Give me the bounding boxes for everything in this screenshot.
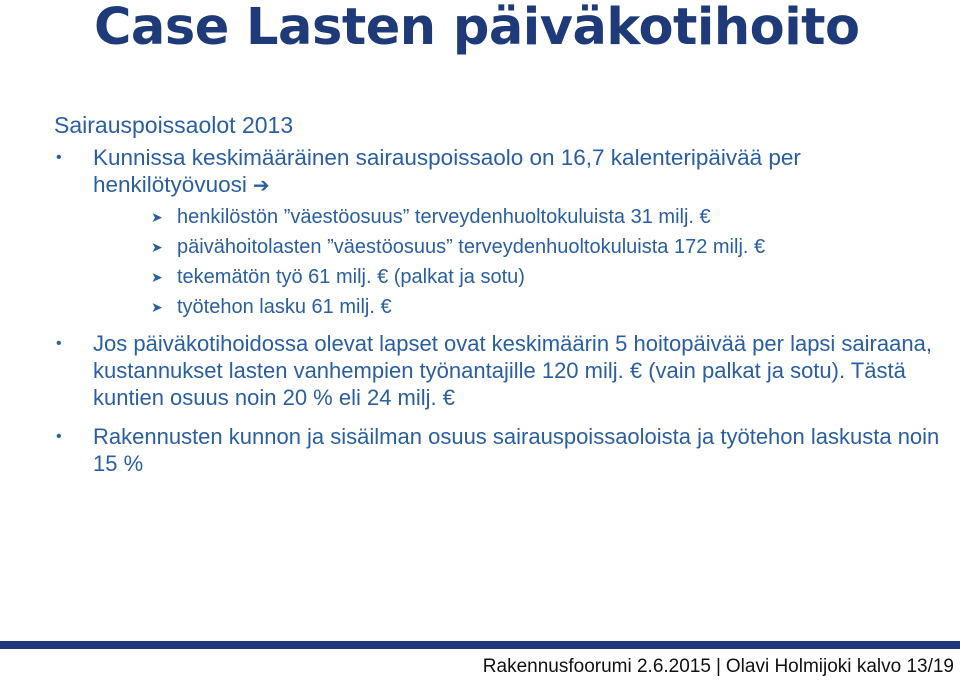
sub-bullet-item: [93, 292, 944, 322]
footer-event: Rakennusfoorumi 2.6.2015: [482, 656, 711, 677]
slide-content: [54, 110, 944, 477]
footer-page-number: kalvo 13/19: [856, 656, 954, 677]
section-label: Sairauspoissaolot 2013: [54, 112, 294, 138]
sub-bullet-list: [93, 202, 944, 322]
bullet-text: Jos päiväkotihoidossa olevat lapset ovat keskimäärin 5 hoitopäivää per lapsi sairaana, kustannukset lasten vanhempien työnantajille 120 milj. € (vain palkat ja sotu). Tästä kuntien osuus noin 20 % eli 24 milj. €: [93, 331, 932, 410]
slide-footer: [483, 656, 954, 678]
sub-bullet-item: [93, 202, 944, 232]
bullet-dot-icon: •: [56, 149, 62, 166]
arrowhead-bullet-icon: ➤: [151, 209, 163, 225]
arrowhead-bullet-icon: ➤: [151, 269, 163, 285]
sub-bullet-text: henkilöstön ”väestöosuus” terveydenhuoltokuluista 31 milj. €: [177, 206, 711, 228]
sub-bullet-text: päivähoitolasten ”väestöosuus” terveydenhuoltokuluista 172 milj. €: [177, 236, 766, 258]
bullet-dot-icon: •: [56, 335, 62, 352]
bullet-text: Kunnissa keskimääräinen sairauspoissaolo on 16,7 kalenteripäivää per henkilötyövuosi: [93, 145, 801, 197]
arrowhead-bullet-icon: ➤: [151, 239, 163, 255]
bullet-text: Rakennusten kunnon ja sisäilman osuus sairauspoissaoloista ja työtehon laskusta noin 15 %: [93, 424, 940, 476]
sub-bullet-item: [93, 232, 944, 262]
bullet-dot-icon: •: [56, 428, 62, 445]
sub-bullet-item: [93, 262, 944, 292]
footer-author: Olavi Holmijoki: [725, 656, 852, 677]
sub-bullet-text: työtehon lasku 61 milj. €: [177, 296, 392, 318]
bullet-item: [54, 144, 944, 322]
bullet-item: [54, 423, 944, 477]
footer-separator: |: [715, 656, 721, 677]
slide-title: Case Lasten päiväkotihoito: [94, 0, 860, 57]
footer-divider: [0, 641, 960, 649]
arrow-right-icon: ➔: [252, 175, 270, 197]
arrowhead-bullet-icon: ➤: [151, 299, 163, 315]
sub-bullet-text: tekemätön työ 61 milj. € (palkat ja sotu): [177, 266, 525, 288]
bullet-item: [54, 330, 944, 411]
